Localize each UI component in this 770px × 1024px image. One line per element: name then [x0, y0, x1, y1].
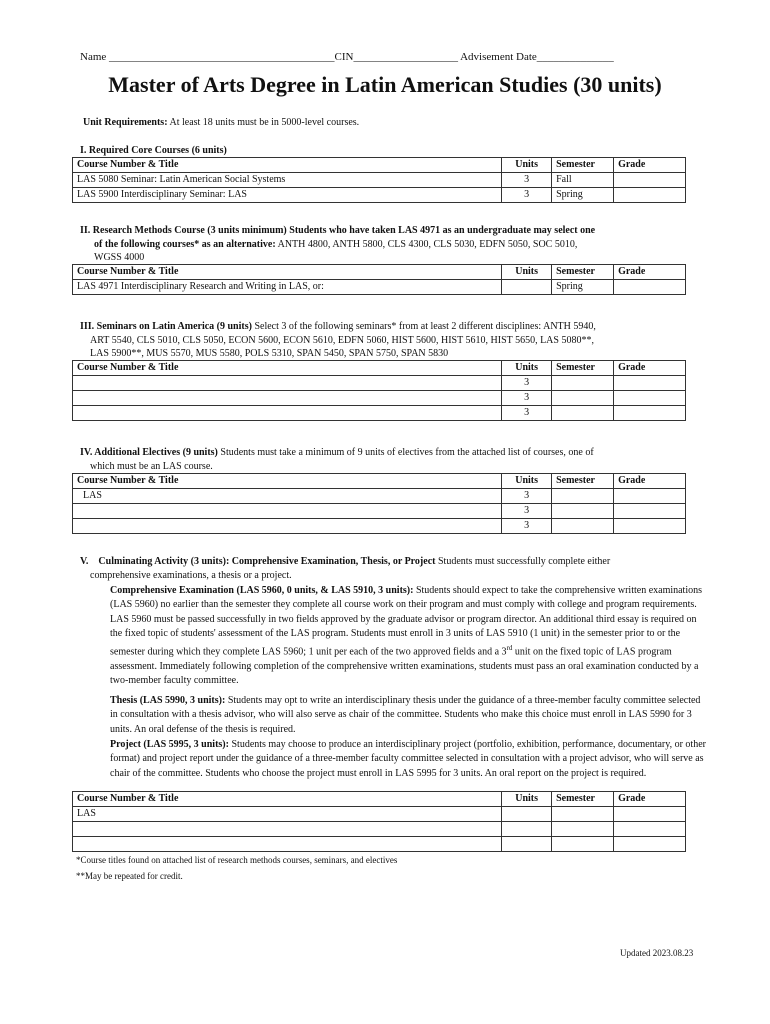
research-methods-table — [72, 264, 686, 295]
table-row — [73, 837, 686, 852]
superscript-rd: rd — [506, 644, 513, 653]
section-5-line-2: comprehensive examinations, a thesis or a project. — [90, 570, 292, 581]
units-cell: 3 — [502, 376, 552, 391]
footnote-1: *Course titles found on attached list of research methods courses, seminars, and electives — [76, 855, 398, 865]
grade-cell[interactable] — [614, 519, 686, 534]
section-3-line-3: LAS 5900**, MUS 5570, MUS 5580, POLS 5310, SPAN 5450, SPAN 5750, SPAN 5830 — [90, 348, 449, 359]
units-cell: 3 — [502, 489, 552, 504]
section-5-heading: V. Culminating Activity (3 units): Comprehensive Examination, Thesis, or Project — [80, 556, 436, 567]
table-row — [73, 173, 686, 188]
col-semester: Semester — [552, 158, 614, 173]
grade-cell[interactable] — [614, 376, 686, 391]
project-paragraph — [110, 738, 706, 781]
project-label: Project (LAS 5995, 3 units): — [110, 739, 229, 750]
electives-table — [72, 473, 686, 534]
col-semester: Semester — [552, 265, 614, 280]
section-2-heading: II. Research Methods Course (3 units minimum) Students who have taken LAS 4971 as an undergraduate may select one — [80, 225, 596, 236]
table-header-row — [73, 265, 686, 280]
table-header-row — [73, 361, 686, 376]
project-text: Students may choose to produce an interdisciplinary project (portfolio, exhibition, performance, documentary, or other format) and project report under the guidance of a three-member faculty committee selected in consultation with a project advisor, who will serve as chair of the committee. Students who choose the project must enroll in LAS 5995 for 3 units. An oral report on the project is required. — [110, 739, 706, 779]
section-4-intro: Students must take a minimum of 9 units of electives from the attached list of courses, one of — [217, 447, 594, 458]
comprehensive-exam-text: Students should expect to take the comprehensive written examinations (LAS 5960) no earlier than the semester they complete all course work on their program and must comply with college and program requirements. LAS 5960 must be passed successfully in two fields approved by the graduate advisor or program director. An additional third essay is required on the fixed topic of students' assessment of the LAS program. Students must enroll in 3 units of LAS 5910 (1 unit) in the semester prior to or the semester during which they complete LAS 5960; 1 unit per each of the two approved fields and a 3 — [110, 585, 703, 658]
semester-cell: Spring — [552, 188, 614, 203]
course-cell[interactable] — [73, 504, 502, 519]
course-cell[interactable] — [73, 391, 502, 406]
col-course: Course Number & Title — [73, 265, 502, 280]
semester-cell[interactable] — [552, 489, 614, 504]
units-cell[interactable] — [502, 837, 552, 852]
table-header-row — [73, 474, 686, 489]
units-cell: 3 — [502, 391, 552, 406]
section-4-heading: IV. Additional Electives (9 units) — [80, 447, 218, 458]
grade-cell[interactable] — [614, 391, 686, 406]
semester-cell[interactable] — [552, 376, 614, 391]
units-cell: 3 — [502, 406, 552, 421]
units-cell: 3 — [502, 504, 552, 519]
semester-cell: Spring — [552, 280, 614, 295]
unit-requirements — [83, 116, 359, 130]
section-4-line-2: which must be an LAS course. — [90, 461, 213, 472]
col-course: Course Number & Title — [73, 792, 502, 807]
col-units: Units — [502, 474, 552, 489]
thesis-text: Students may opt to write an interdisciplinary thesis under the guidance of a three-member faculty committee selected in consultation with a thesis advisor, who will also serve as chair of the committee. Students who make this choice must enroll in LAS 5990 for 3 units. An oral defense of the thesis is required. — [110, 695, 701, 735]
comprehensive-exam-paragraph — [110, 584, 706, 688]
table-row — [73, 391, 686, 406]
course-cell[interactable]: LAS — [73, 489, 502, 504]
col-grade: Grade — [614, 158, 686, 173]
table-row — [73, 406, 686, 421]
semester-cell[interactable] — [552, 807, 614, 822]
course-cell: LAS 5080 Seminar: Latin American Social Systems — [73, 173, 502, 188]
table-row — [73, 822, 686, 837]
grade-cell[interactable] — [614, 280, 686, 295]
col-course: Course Number & Title — [73, 158, 502, 173]
section-1-heading — [80, 144, 227, 158]
table-row — [73, 280, 686, 295]
section-2-line-2 — [94, 238, 577, 252]
required-core-table — [72, 157, 686, 203]
unit-requirements-text: At least 18 units must be in 5000-level courses. — [167, 117, 360, 128]
section-2-line-1 — [80, 224, 595, 238]
grade-cell[interactable] — [614, 406, 686, 421]
table-header-row — [73, 158, 686, 173]
thesis-label: Thesis (LAS 5990, 3 units): — [110, 695, 226, 706]
semester-cell[interactable] — [552, 519, 614, 534]
form-header-line: Name _________________________________________CIN___________________ Advisement Date______________ — [80, 51, 614, 63]
semester-cell[interactable] — [552, 391, 614, 406]
semester-cell: Fall — [552, 173, 614, 188]
unit-requirements-label: Unit Requirements: — [83, 117, 168, 128]
table-row — [73, 504, 686, 519]
section-1-heading-text: I. Required Core Courses (6 units) — [80, 145, 227, 156]
units-cell[interactable] — [502, 280, 552, 295]
culminating-activity-table — [72, 791, 686, 852]
col-grade: Grade — [614, 265, 686, 280]
grade-cell[interactable] — [614, 489, 686, 504]
units-cell[interactable] — [502, 822, 552, 837]
course-cell[interactable]: LAS — [73, 807, 502, 822]
section-2-line-3: WGSS 4000 — [94, 252, 145, 263]
table-row — [73, 519, 686, 534]
semester-cell[interactable] — [552, 504, 614, 519]
updated-date: Updated 2023.08.23 — [620, 948, 694, 958]
table-row — [73, 489, 686, 504]
col-units: Units — [502, 361, 552, 376]
section-3-heading: III. Seminars on Latin America (9 units) — [80, 321, 252, 332]
course-cell: LAS 5900 Interdisciplinary Seminar: LAS — [73, 188, 502, 203]
course-cell[interactable] — [73, 822, 502, 837]
thesis-paragraph — [110, 694, 706, 737]
course-cell[interactable] — [73, 376, 502, 391]
col-semester: Semester — [552, 474, 614, 489]
footnote-2: **May be repeated for credit. — [76, 871, 183, 881]
col-units: Units — [502, 158, 552, 173]
section-2-alt-label: of the following courses* as an alternative: — [94, 239, 276, 250]
semester-cell[interactable] — [552, 837, 614, 852]
grade-cell[interactable] — [614, 188, 686, 203]
section-4-line-1 — [80, 446, 594, 460]
col-grade: Grade — [614, 361, 686, 376]
grade-cell[interactable] — [614, 504, 686, 519]
grade-cell[interactable] — [614, 822, 686, 837]
course-cell[interactable] — [73, 519, 502, 534]
units-cell: 3 — [502, 173, 552, 188]
col-semester: Semester — [552, 792, 614, 807]
units-cell[interactable] — [502, 807, 552, 822]
section-3-intro: Select 3 of the following seminars* from at least 2 different disciplines: ANTH 5940, — [251, 321, 596, 332]
col-course: Course Number & Title — [73, 361, 502, 376]
course-cell: LAS 4971 Interdisciplinary Research and Writing in LAS, or: — [73, 280, 502, 295]
grade-cell[interactable] — [614, 173, 686, 188]
units-cell: 3 — [502, 188, 552, 203]
section-3-line-1 — [80, 320, 596, 334]
semester-cell[interactable] — [552, 406, 614, 421]
section-2-alt-courses: ANTH 4800, ANTH 5800, CLS 4300, CLS 5030, EDFN 5050, SOC 5010, — [275, 239, 578, 250]
course-cell[interactable] — [73, 406, 502, 421]
course-cell[interactable] — [73, 837, 502, 852]
section-3-line-2: ART 5540, CLS 5010, CLS 5050, ECON 5600, ECON 5610, EDFN 5060, HIST 5600, HIST 5610, HIST 5650, LAS 5080**, — [90, 335, 594, 346]
comprehensive-exam-text-2: unit on the fixed topic of LAS program assessment. Immediately following completion of the comprehensive written examinations, students must pass an oral examination conducted by a two-member faculty committee. — [110, 646, 699, 687]
col-grade: Grade — [614, 474, 686, 489]
col-units: Units — [502, 792, 552, 807]
col-semester: Semester — [552, 361, 614, 376]
page-title: Master of Arts Degree in Latin American Studies (30 units) — [108, 72, 662, 97]
comprehensive-exam-label: Comprehensive Examination (LAS 5960, 0 units, & LAS 5910, 3 units): — [110, 585, 414, 596]
units-cell: 3 — [502, 519, 552, 534]
grade-cell[interactable] — [614, 807, 686, 822]
table-row — [73, 188, 686, 203]
seminars-table — [72, 360, 686, 421]
col-course: Course Number & Title — [73, 474, 502, 489]
table-row — [73, 807, 686, 822]
table-header-row — [73, 792, 686, 807]
grade-cell[interactable] — [614, 837, 686, 852]
col-grade: Grade — [614, 792, 686, 807]
col-units: Units — [502, 265, 552, 280]
section-5-line-1 — [80, 555, 610, 569]
section-5-intro: Students must successfully complete either — [435, 556, 611, 567]
semester-cell[interactable] — [552, 822, 614, 837]
table-row — [73, 376, 686, 391]
